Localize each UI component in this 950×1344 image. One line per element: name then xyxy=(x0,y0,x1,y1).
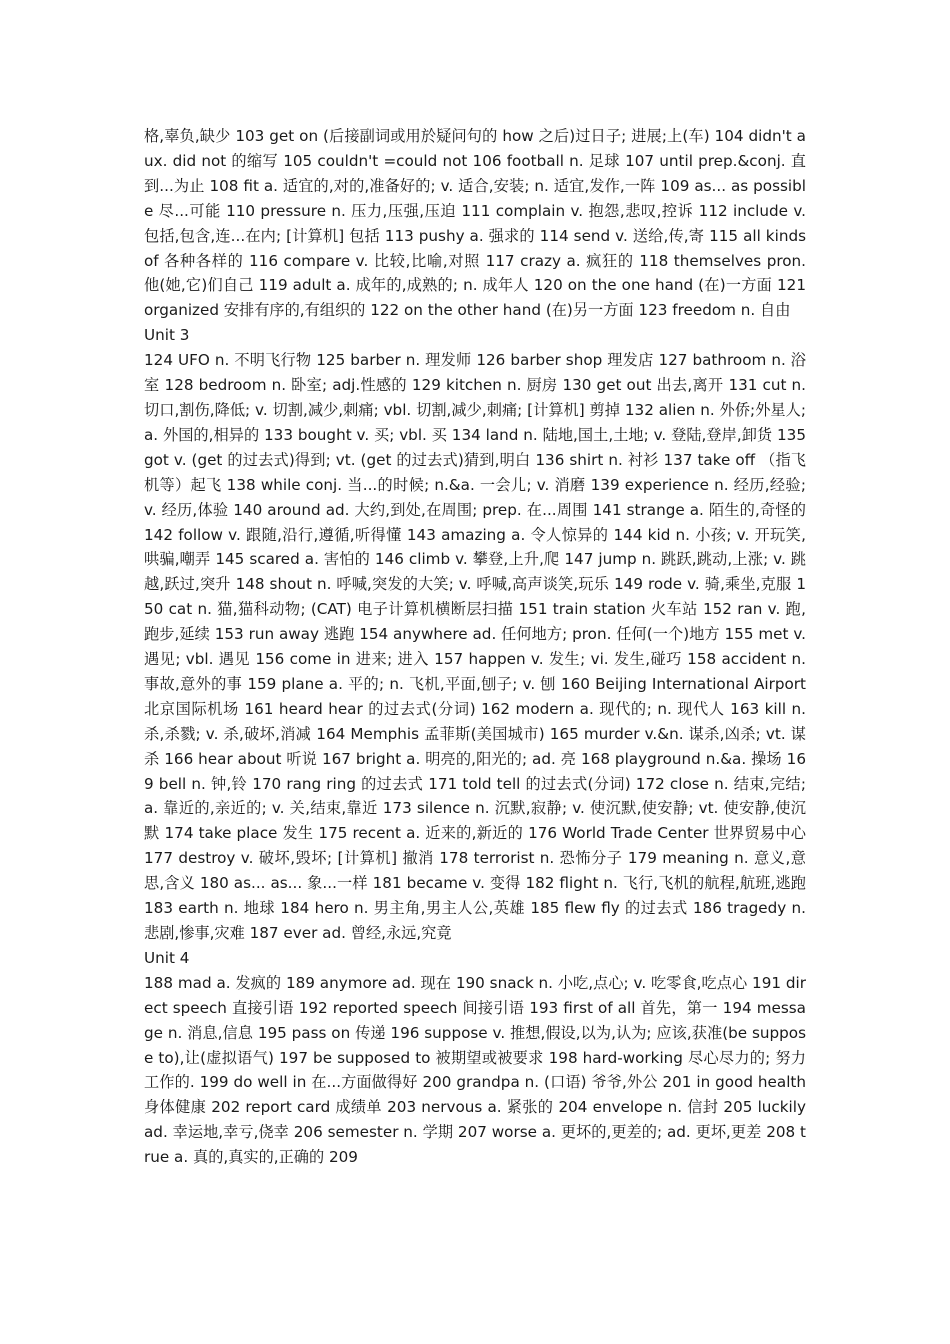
document-page xyxy=(144,124,806,1170)
unit-3-heading: Unit 3 xyxy=(144,326,190,345)
vocabulary-paragraph-unit-2-end: 格,辜负,缺少 103 get on (后接副词或用於疑问句的 how 之后)过日子; 进展;上(车) 104 didn't aux. did not 的缩写 105 couldn't =could not 106 football n. 足球 107 until prep.&conj. 直到...为止 108 fit a. 适宜的,对的,准备好的; v. 适合,安装; n. 适宜,发作,一阵 109 as... as possible 尽...可能 110 pressure n. 压力,压强,压迫 111 complain v. 抱怨,悲叹,控诉 112 include v. 包括,包含,连...在内; [计算机] 包括 113 pushy a. 强求的 114 send v. 送给,传,寄 115 all kinds of 各种各样的 116 compare v. 比较,比喻,对照 117 crazy a. 疯狂的 118 themselves pron. 他(她,它)们自己 119 adult a. 成年的,成熟的; n. 成年人 120 on the one hand (在)一方面 121 organized 安排有序的,有组织的 122 on the other hand (在)另一方面 123 freedom n. 自由 xyxy=(144,127,806,320)
vocabulary-paragraph-unit-4: 188 mad a. 发疯的 189 anymore ad. 现在 190 snack n. 小吃,点心; v. 吃零食,吃点心 191 direct speech 直接引语 192 reported speech 间接引语 193 first of all 首先，第一 194 message n. 消息,信息 195 pass on 传递 196 suppose v. 推想,假设,以为,认为; 应该,获准(be suppose to),让(虚拟语气) 197 be supposed to 被期望或被要求 198 hard-working 尽心尽力的; 努力工作的. 199 do well in 在...方面做得好 200 grandpa n. (口语) 爷爷,外公 201 in good health 身体健康 202 report card 成绩单 203 nervous a. 紧张的 204 envelope n. 信封 205 luckily ad. 幸运地,幸亏,侥幸 206 semester n. 学期 207 worse a. 更坏的,更差的; ad. 更坏,更差 208 true a. 真的,真实的,正确的 209 xyxy=(144,973,806,1167)
vocabulary-paragraph-unit-3: 124 UFO n. 不明飞行物 125 barber n. 理发师 126 barber shop 理发店 127 bathroom n. 浴室 128 bedroom n. 卧室; adj.性感的 129 kitchen n. 厨房 130 get out 出去,离开 131 cut n. 切口,割伤,降低; v. 切割,减少,刺痛; vbl. 切割,减少,刺痛; [计算机] 剪掉 132 alien n. 外侨;外星人; a. 外国的,相异的 133 bought v. 买; vbl. 买 134 land n. 陆地,国土,土地; v. 登陆,登岸,卸货 135 got v. (get 的过去式)得到; vt. (get 的过去式)猜到,明白 136 shirt n. 衬衫 137 take off （指飞机等）起飞 138 while conj. 当...的时候; n.&a. 一会儿; v. 消磨 139 experience n. 经历,经验; v. 经历,体验 140 around ad. 大约,到处,在周围; prep. 在...周围 141 strange a. 陌生的,奇怪的 142 follow v. 跟随,沿行,遵循,听得懂 143 amazing a. 令人惊异的 144 kid n. 小孩; v. 开玩笑,哄骗,嘲弄 145 scared a. 害怕的 146 climb v. 攀登,上升,爬 147 jump n. 跳跃,跳动,上涨; v. 跳越,跃过,突升 148 shout n. 呼喊,突发的大笑; v. 呼喊,高声谈笑,玩乐 149 rode v. 骑,乘坐,克服 150 cat n. 猫,猫科动物; (CAT) 电子计算机横断层扫描 151 train station 火车站 152 ran v. 跑,跑步,延续 153 run away 逃跑 154 anywhere ad. 任何地方; pron. 任何(一个)地方 155 met v. 遇见; vbl. 遇见 156 come in 进来; 进入 157 happen v. 发生; vi. 发生,碰巧 158 accident n. 事故,意外的事 159 plane a. 平的; n. 飞机,平面,刨子; v. 刨 160 Beijing International Airport 北京国际机场 161 heard hear 的过去式(分词) 162 modern a. 现代的; n. 现代人 163 kill n. 杀,杀戮; v. 杀,破坏,消减 164 Memphis 孟菲斯(美国城市) 165 murder v.&n. 谋杀,凶杀; vt. 谋杀 166 hear about 听说 167 bright a. 明亮的,阳光的; ad. 亮 168 playground n.&a. 操场 169 bell n. 钟,铃 170 rang ring 的过去式 171 told tell 的过去式(分词) 172 close n. 结束,完结; a. 靠近的,亲近的; v. 关,结束,靠近 173 silence n. 沉默,寂静; v. 使沉默,使安静; vt. 使安静,使沉默 174 take place 发生 175 recent a. 近来的,新近的 176 World Trade Center 世界贸易中心 177 destroy v. 破坏,毁坏; [计算机] 撤消 178 terrorist n. 恐怖分子 179 meaning n. 意义,意思,含义 180 as... as... 象...一样 181 became v. 变得 182 flight n. 飞行,飞机的航程,航班,逃跑 183 earth n. 地球 184 hero n. 男主角,男主人公,英雄 185 flew fly 的过去式 186 tragedy n. 悲剧,惨事,灾难 187 ever ad. 曾经,永远,究竟 xyxy=(144,351,806,942)
unit-4-heading: Unit 4 xyxy=(144,948,190,967)
